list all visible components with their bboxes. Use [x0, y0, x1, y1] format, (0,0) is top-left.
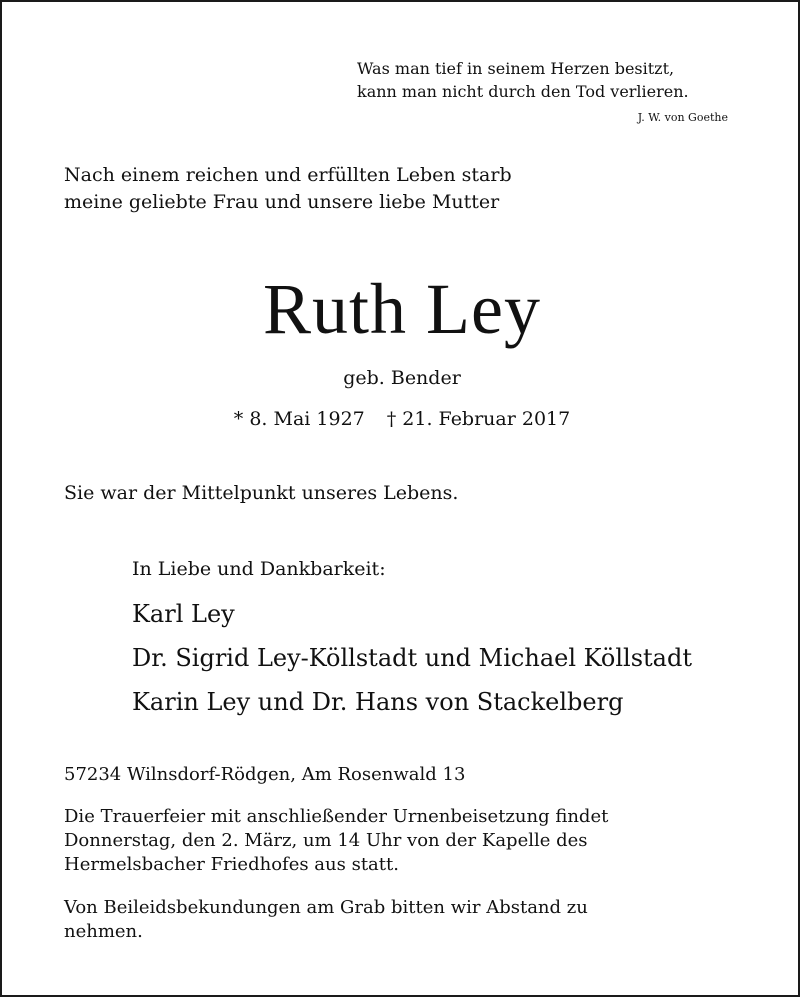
intro-line: meine geliebte Frau und unsere liebe Mutter: [64, 191, 500, 213]
birth-date: * 8. Mai 1927: [233, 408, 365, 430]
ceremony-info: [64, 805, 744, 877]
maiden-name: geb. Bender: [343, 367, 461, 389]
condolence-line: Von Beileidsbekundungen am Grab bitten wir Abstand zu: [64, 897, 588, 918]
quote-line: kann man nicht durch den Tod verlieren.: [357, 82, 689, 101]
deceased-name: Ruth Ley: [263, 269, 541, 349]
mourner-name: Karin Ley und Dr. Hans von Stackelberg: [132, 688, 624, 716]
ceremony-line: Hermelsbacher Friedhofes aus statt.: [64, 854, 399, 875]
mourners-list: [132, 592, 692, 724]
ceremony-line: Donnerstag, den 2. März, um 14 Uhr von der Kapelle des: [64, 830, 588, 851]
intro-text: [64, 162, 512, 216]
mourners-heading: In Liebe und Dankbarkeit:: [132, 558, 386, 580]
quote-line: Was man tief in seinem Herzen besitzt,: [357, 59, 675, 78]
address: 57234 Wilnsdorf-Rödgen, Am Rosenwald 13: [64, 764, 466, 785]
mourner-name: Karl Ley: [132, 600, 235, 628]
ceremony-line: Die Trauerfeier mit anschließender Urnenbeisetzung findet: [64, 806, 609, 827]
death-date: † 21. Februar 2017: [386, 408, 571, 430]
mourner-name: Dr. Sigrid Ley-Köllstadt und Michael Köllstadt: [132, 644, 692, 672]
tribute-text: Sie war der Mittelpunkt unseres Lebens.: [64, 482, 459, 504]
condolence-line: nehmen.: [64, 921, 143, 942]
quote-author: J. W. von Goethe: [637, 111, 728, 124]
intro-line: Nach einem reichen und erfüllten Leben starb: [64, 164, 512, 186]
life-dates: [2, 408, 800, 430]
quote-block: [357, 57, 689, 103]
condolence-note: [64, 896, 744, 944]
